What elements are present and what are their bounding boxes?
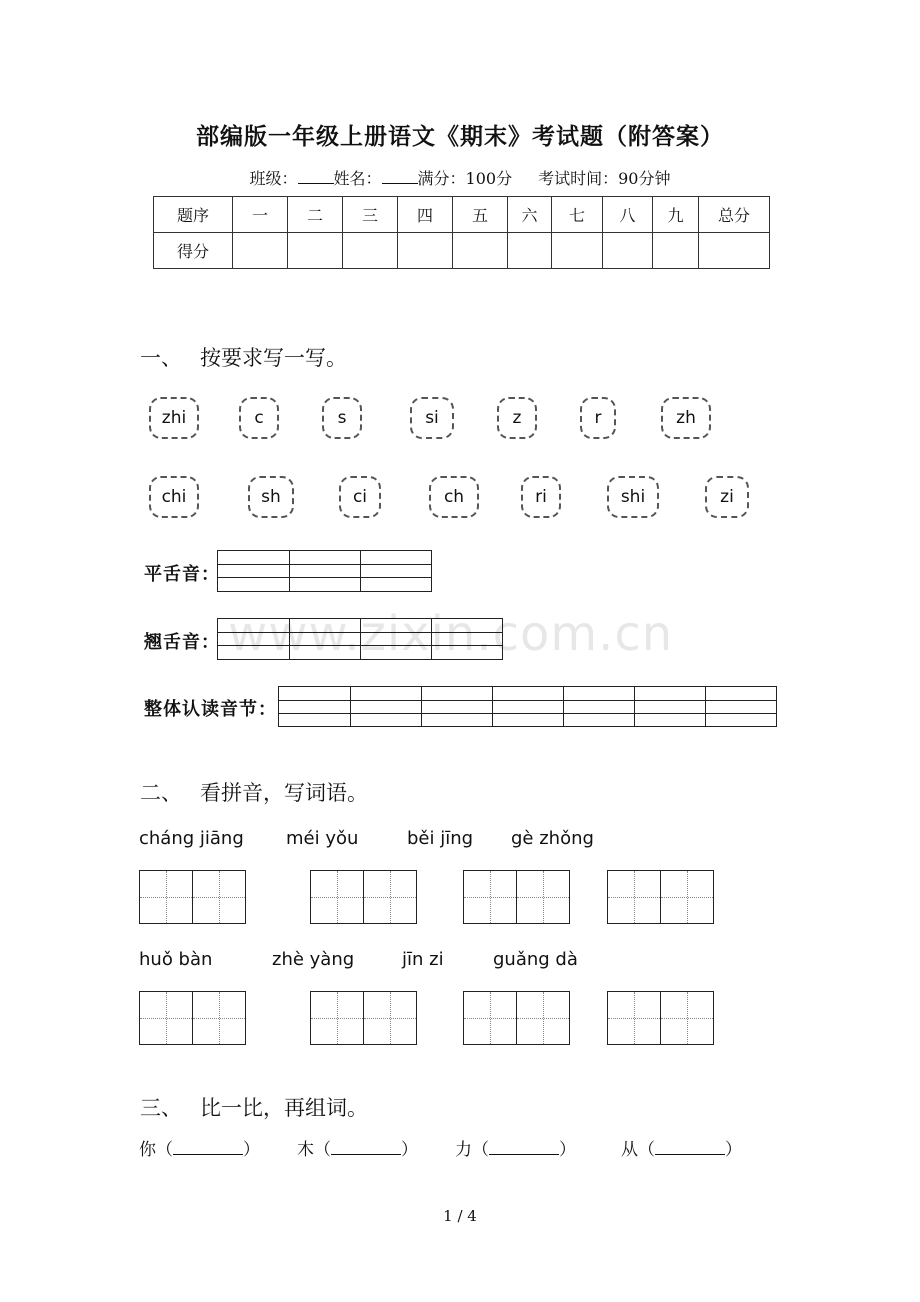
compare-answer-blank[interactable] (173, 1140, 243, 1155)
score-cell[interactable] (288, 233, 343, 269)
pinyin-word: méi yǒu (286, 828, 359, 849)
section-3-heading (140, 1092, 368, 1122)
pinyin-card: r (580, 397, 616, 439)
pinyin-card: zi (705, 476, 749, 518)
tianzige-box[interactable] (463, 870, 517, 924)
tianzige-box[interactable] (310, 870, 364, 924)
score-cell[interactable] (603, 233, 653, 269)
pinyin-card: shi (607, 476, 659, 518)
tianzige-box[interactable] (363, 870, 417, 924)
pinyin-word: cháng jiāng (139, 828, 244, 849)
pinyin-card: sh (248, 476, 294, 518)
score-label: 满分：100分 (417, 169, 513, 188)
pinyin-word: běi jīng (407, 828, 474, 849)
watermark: www.zixin.com.cn (228, 606, 674, 662)
name-label: 姓名： (333, 169, 382, 188)
score-cell[interactable] (453, 233, 508, 269)
page-title: 部编版一年级上册语文《期末》考试题（附答案） (196, 123, 724, 150)
compare-answer-blank[interactable] (655, 1140, 725, 1155)
score-header-cell: 总分 (699, 197, 770, 233)
section-number: 三、 (140, 1096, 182, 1120)
score-table (153, 196, 770, 269)
section-title: 按要求写一写。 (200, 346, 347, 370)
compare-char: 从 (621, 1140, 638, 1160)
section-title: 看拼音，写词语。 (200, 781, 368, 805)
score-header-cell: 一 (233, 197, 288, 233)
retroflex-label: 翘舌音： (144, 632, 220, 653)
score-header-cell: 三 (343, 197, 398, 233)
tianzige-box[interactable] (139, 991, 193, 1045)
section-number: 二、 (140, 781, 182, 805)
tianzige-box[interactable] (607, 870, 661, 924)
compare-char: 你 (139, 1140, 156, 1160)
score-cell[interactable] (699, 233, 770, 269)
compare-char: 力 (455, 1140, 472, 1160)
score-header-cell: 四 (398, 197, 453, 233)
tianzige-box[interactable] (607, 991, 661, 1045)
exam-info (0, 166, 920, 189)
score-cell[interactable] (398, 233, 453, 269)
tianzige-box[interactable] (463, 991, 517, 1045)
compare-answer-blank[interactable] (331, 1140, 401, 1155)
compare-item: 木（ ） (297, 1140, 418, 1160)
pinyin-word: gè zhǒng (511, 828, 594, 849)
pinyin-word: jīn zi (402, 949, 444, 970)
compare-item: 力（ ） (455, 1140, 576, 1160)
section-title: 比一比，再组词。 (200, 1096, 368, 1120)
compare-item: 从（ ） (621, 1140, 742, 1160)
time-label: 考试时间：90分钟 (538, 169, 671, 188)
compare-item: 你（ ） (139, 1140, 260, 1160)
score-header-cell: 五 (453, 197, 508, 233)
score-header-row (154, 197, 770, 233)
page-number: 1 / 4 (443, 1207, 477, 1225)
score-cell[interactable] (552, 233, 603, 269)
pinyin-card: c (239, 397, 279, 439)
tianzige-box[interactable] (139, 870, 193, 924)
score-header-cell: 六 (508, 197, 552, 233)
score-value-row (154, 233, 770, 269)
score-header-cell: 八 (603, 197, 653, 233)
class-label: 班级： (249, 169, 298, 188)
flat-tongue-writing-grid[interactable] (217, 550, 432, 592)
tianzige-box[interactable] (363, 991, 417, 1045)
pinyin-card: s (322, 397, 362, 439)
pinyin-card: si (410, 397, 454, 439)
class-blank[interactable] (298, 169, 334, 184)
tianzige-box[interactable] (310, 991, 364, 1045)
tianzige-box[interactable] (516, 991, 570, 1045)
score-cell[interactable] (508, 233, 552, 269)
tianzige-box[interactable] (660, 991, 714, 1045)
score-header-cell: 题序 (154, 197, 233, 233)
section-number: 一、 (140, 346, 182, 370)
score-cell[interactable] (343, 233, 398, 269)
score-header-cell: 九 (653, 197, 699, 233)
tianzige-box[interactable] (192, 991, 246, 1045)
pinyin-card: chi (149, 476, 199, 518)
score-cell[interactable] (653, 233, 699, 269)
pinyin-card: zh (661, 397, 711, 439)
section-1-heading (140, 342, 347, 372)
compare-answer-blank[interactable] (489, 1140, 559, 1155)
whole-syllable-writing-grid[interactable] (278, 686, 777, 727)
pinyin-card: ci (339, 476, 381, 518)
score-row-label: 得分 (154, 233, 233, 269)
compare-char: 木 (297, 1140, 314, 1160)
whole-syllable-label: 整体认读音节： (144, 699, 277, 720)
score-header-cell: 二 (288, 197, 343, 233)
name-blank[interactable] (382, 169, 418, 184)
pinyin-card: zhi (149, 397, 199, 439)
pinyin-word: huǒ bàn (139, 949, 213, 970)
pinyin-word: guǎng dà (493, 949, 578, 970)
pinyin-card: z (497, 397, 537, 439)
pinyin-word: zhè yàng (272, 949, 355, 970)
tianzige-box[interactable] (660, 870, 714, 924)
pinyin-card: ch (429, 476, 479, 518)
tianzige-box[interactable] (516, 870, 570, 924)
score-header-cell: 七 (552, 197, 603, 233)
flat-tongue-label: 平舌音： (144, 564, 220, 585)
score-cell[interactable] (233, 233, 288, 269)
section-2-heading (140, 777, 368, 807)
pinyin-card: ri (521, 476, 561, 518)
tianzige-box[interactable] (192, 870, 246, 924)
